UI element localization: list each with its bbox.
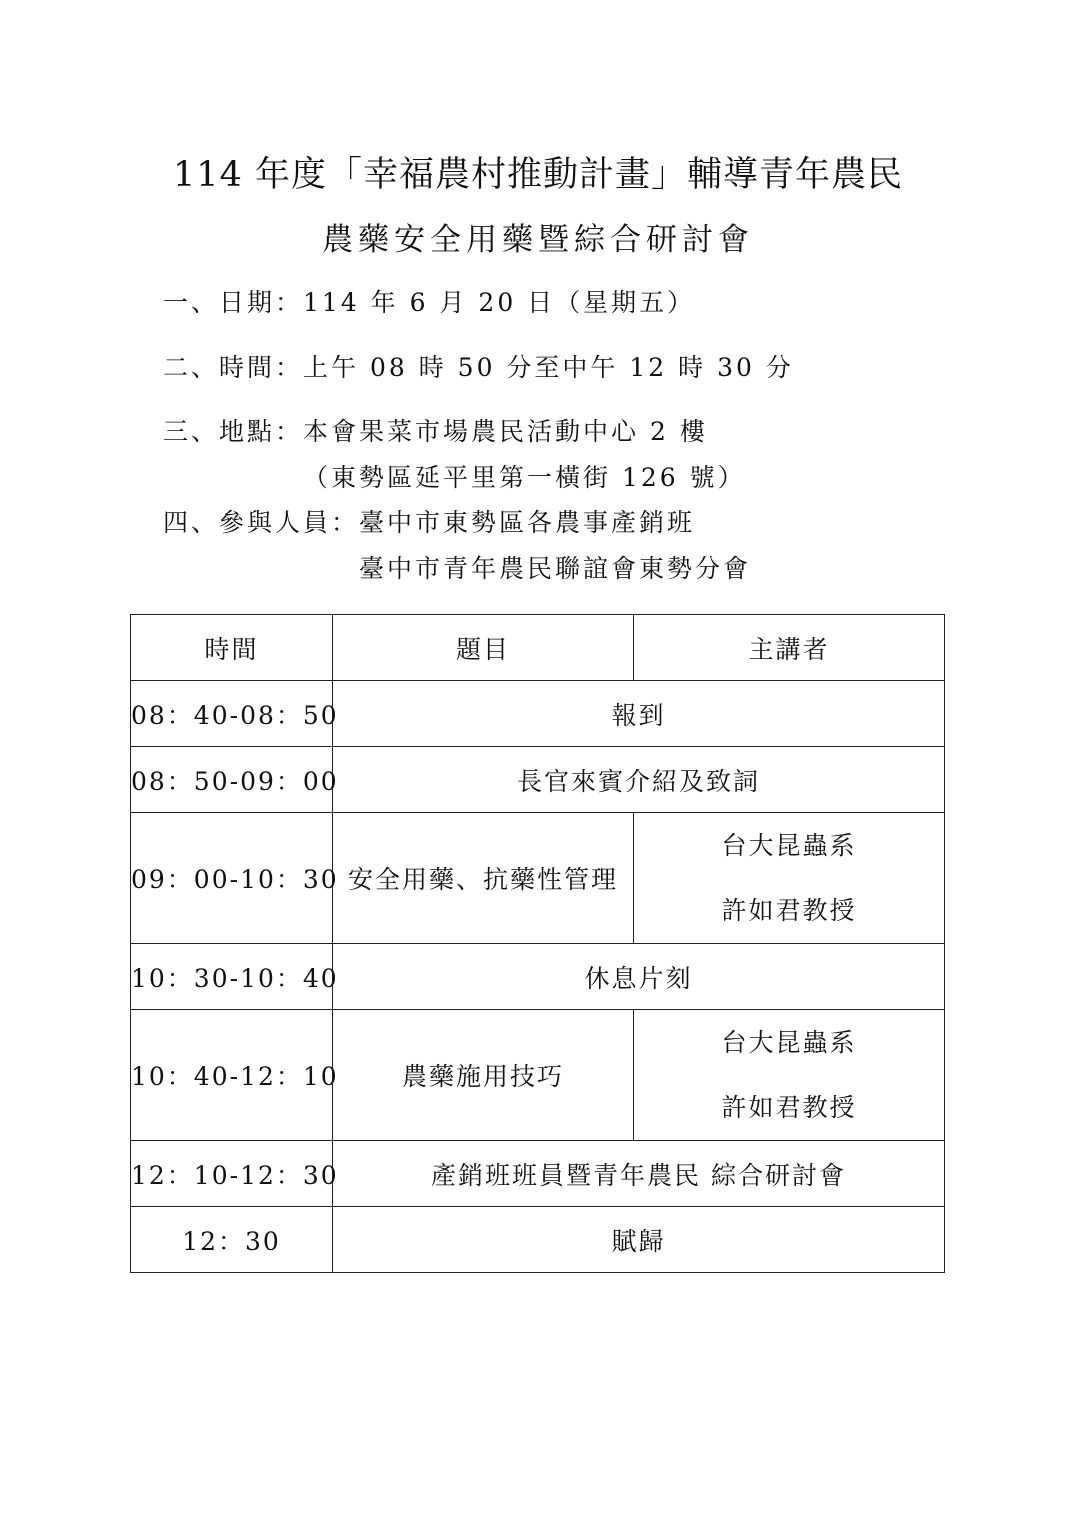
row-time: 12：30 [131, 1207, 333, 1273]
row-speaker [634, 813, 945, 944]
info-participants-label: 四、參與人員： [163, 508, 360, 537]
speaker-name: 許如君教授 [721, 1093, 857, 1122]
speaker-org: 台大昆蟲系 [721, 831, 857, 860]
speaker-name: 許如君教授 [721, 896, 857, 925]
info-time [163, 345, 794, 391]
row-topic: 安全用藥、抗藥性管理 [333, 813, 634, 944]
info-place [163, 409, 746, 501]
schedule-table [130, 614, 945, 1273]
row-topic: 賦歸 [333, 1207, 945, 1273]
header-topic: 題目 [333, 615, 634, 681]
info-place-address: （東勢區延平里第一橫街 126 號） [303, 463, 746, 492]
row-time: 12：10-12：30 [131, 1141, 333, 1207]
row-topic: 休息片刻 [333, 944, 945, 1010]
table-row [131, 944, 945, 1010]
row-time: 08：40-08：50 [131, 681, 333, 747]
table-row [131, 1010, 945, 1141]
info-participants [163, 500, 751, 592]
row-time: 10：40-12：10 [131, 1010, 333, 1141]
table-row [131, 681, 945, 747]
table-row [131, 1207, 945, 1273]
info-participants-value-1: 臺中市東勢區各農事產銷班 [359, 508, 696, 537]
document-title: 114 年度「幸福農村推動計畫」輔導青年農民 [173, 155, 903, 195]
info-participants-value-2: 臺中市青年農民聯誼會東勢分會 [359, 554, 752, 583]
speaker-org: 台大昆蟲系 [721, 1028, 857, 1057]
info-time-label: 二、時間： [163, 353, 304, 382]
info-place-label: 三、地點： [163, 417, 304, 446]
row-topic: 報到 [333, 681, 945, 747]
info-date-value: 114 年 6 月 20 日（星期五） [303, 288, 696, 317]
info-date-label: 一、日期： [163, 288, 304, 317]
row-topic: 產銷班班員暨青年農民 綜合研討會 [333, 1141, 945, 1207]
row-time: 08：50-09：00 [131, 747, 333, 813]
info-date [163, 280, 695, 326]
row-speaker [634, 1010, 945, 1141]
row-topic: 農藥施用技巧 [333, 1010, 634, 1141]
table-row [131, 1141, 945, 1207]
table-row [131, 747, 945, 813]
header-time: 時間 [131, 615, 333, 681]
row-topic: 長官來賓介紹及致詞 [333, 747, 945, 813]
document-subtitle: 農藥安全用藥暨綜合研討會 [322, 222, 754, 258]
row-time: 10：30-10：40 [131, 944, 333, 1010]
info-place-value: 本會果菜市場農民活動中心 2 樓 [303, 417, 708, 446]
table-row [131, 813, 945, 944]
info-time-value: 上午 08 時 50 分至中午 12 時 30 分 [303, 353, 794, 382]
row-time: 09：00-10：30 [131, 813, 333, 944]
header-speaker: 主講者 [634, 615, 945, 681]
table-header-row [131, 615, 945, 681]
